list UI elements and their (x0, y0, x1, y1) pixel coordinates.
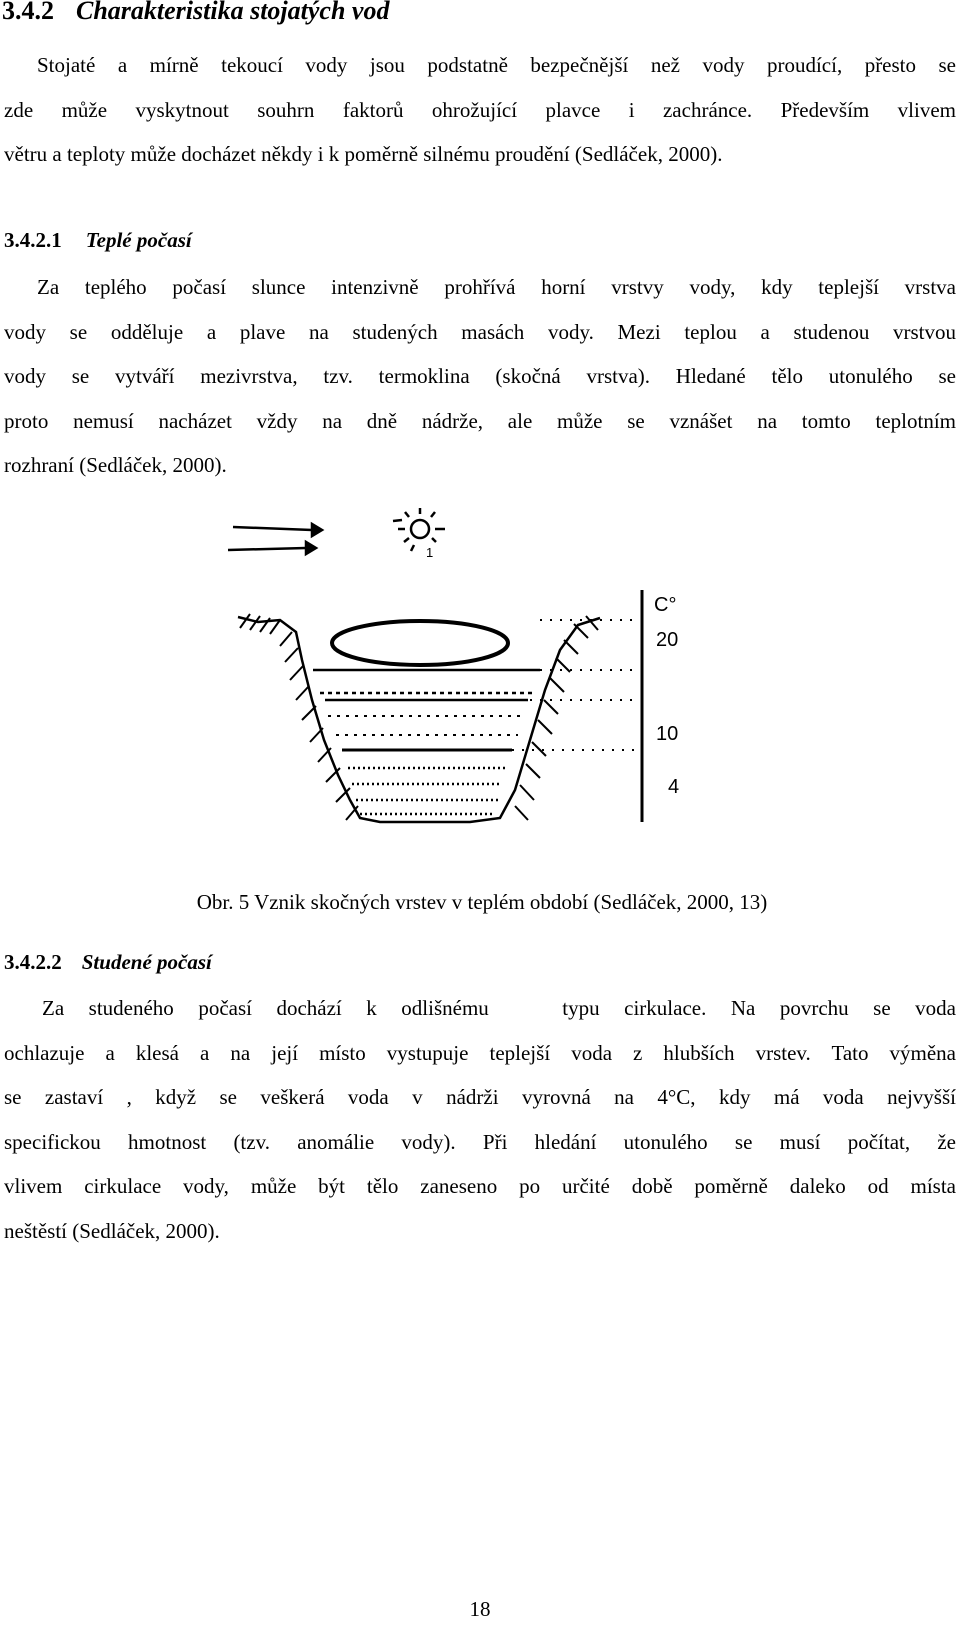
figure-caption: Obr. 5 Vznik skočných vrstev v teplém období (Sedláček, 2000, 13) (196, 890, 768, 914)
page-number: 18 (469, 1597, 491, 1621)
section-title: Charakteristika stojatých vod (76, 0, 390, 25)
warm-layer (332, 621, 508, 665)
scale-unit: C° (654, 594, 677, 616)
subsection1-title: Teplé počasí (85, 228, 192, 252)
scale-label-20: 20 (656, 629, 679, 651)
paragraph-line: se zastaví , když se veškerá voda v nádrži vyrovná na 4°C, kdy má voda nejvyšší (4, 1085, 956, 1109)
paragraph-line: neštěstí (Sedláček, 2000). (4, 1218, 220, 1243)
paragraph-line: vody se odděluje a plave na studených masách vody. Mezi teplou a studenou vrstvou (4, 319, 956, 344)
paragraph-line: Za teplého počasí slunce intenzivně prohřívá horní vrstvy vody, kdy teplejší vrstva (37, 275, 956, 299)
guide-lines (512, 620, 640, 750)
scale-label-10: 10 (656, 723, 679, 745)
sun-label: 1 (426, 545, 434, 560)
subsection2-title: Studené počasí (81, 950, 212, 974)
paragraph-line: Za studeného počasí dochází k odlišnému typu cirkulace. Na povrchu se voda (42, 996, 956, 1020)
section-number: 3.4.2 (2, 0, 54, 25)
water-layers (313, 621, 540, 814)
paragraph-line: proto nemusí nacházet vždy na dně nádrže, ale může se vznášet na tomto teplotním (4, 408, 956, 433)
paragraph-line: rozhraní (Sedláček, 2000). (4, 453, 227, 477)
wind-arrows-icon (228, 524, 322, 554)
paragraph-line: vlivem cirkulace vody, může být tělo zaneseno po určité době poměrně daleko od místa (4, 1174, 956, 1198)
paragraph-line: ochlazuje a klesá a na její místo vystupuje teplejší voda z hlubších vrstev. Tato výměna (4, 1040, 956, 1065)
paragraph-line: vody se vytváří mezivrstva, tzv. termoklina (skočná vrstva). Hledané tělo utonulého se (4, 364, 956, 388)
sun-icon (393, 508, 445, 551)
subsection2-paragraph (4, 986, 956, 1253)
paragraph-line: zde může vyskytnout souhrn faktorů ohrožující plavce i zachránce. Především vlivem (4, 97, 956, 122)
paragraph-line: Stojaté a mírně tekoucí vody jsou podstatně bezpečnější než vody proudící, přesto se (37, 53, 956, 77)
subsection1-number: 3.4.2.1 (4, 228, 62, 252)
paragraph-line: specifickou hmotnost (tzv. anomálie vody). Při hledání utonulého se musí počítat, že (4, 1129, 956, 1154)
basin-outline (238, 617, 600, 822)
subsection2-number: 3.4.2.2 (4, 950, 62, 974)
subsection2-heading (4, 950, 212, 975)
paragraph-line: větru a teploty může docházet někdy i k poměrně silnému proudění (Sedláček, 2000). (4, 142, 723, 166)
scale-label-4: 4 (668, 776, 680, 798)
